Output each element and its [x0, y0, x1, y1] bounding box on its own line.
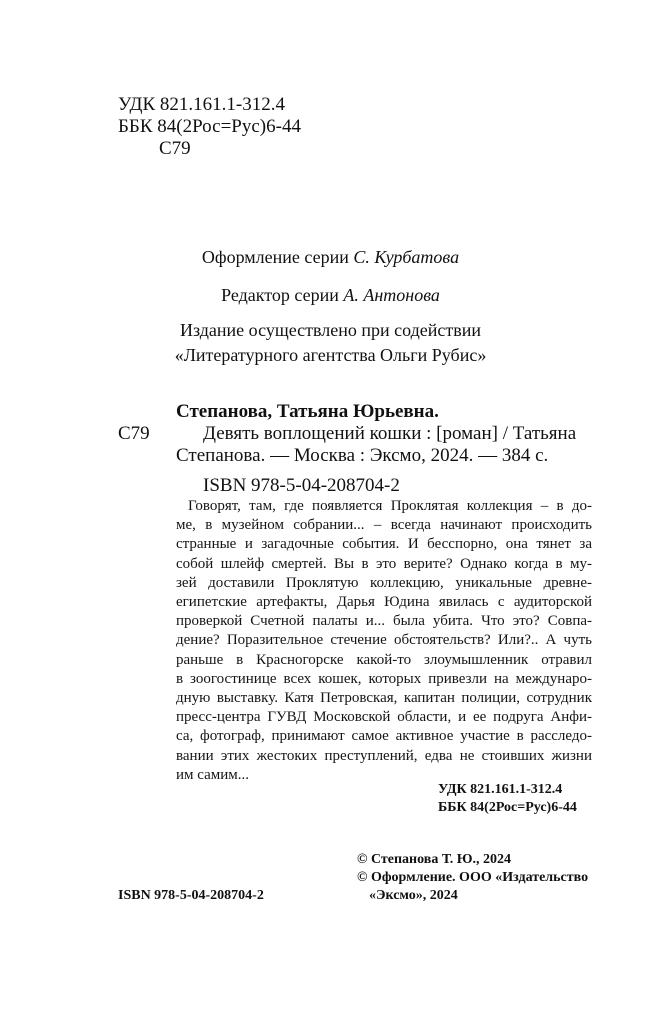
isbn-record: ISBN 978-5-04-208704-2: [203, 475, 400, 496]
annotation-line: странные и загадочные события. И бесспорно, она тянет за: [176, 536, 592, 553]
udk-code-bottom: УДК 821.161.1-312.4: [438, 782, 563, 797]
isbn-footer: ISBN 978-5-04-208704-2: [118, 888, 264, 903]
series-design-credit: [0, 246, 661, 269]
annotation-line: проверкой Счетной палаты и... была убита. Что это? Совпа-: [176, 613, 592, 630]
author-mark-top: С79: [159, 138, 191, 159]
udk-code-top: УДК 821.161.1-312.4: [118, 94, 285, 115]
annotation-line: ме, в музейном собрании... – всегда начинают происходить: [176, 517, 592, 534]
annotation-line: са, фотограф, принимают самое активное участие в расследо-: [176, 728, 592, 745]
copyright-design-line-2: «Эксмо», 2024: [369, 888, 458, 903]
annotation-line: Говорят, там, где появляется Проклятая коллекция – в до-: [188, 498, 592, 514]
annotation-line: дную выставку. Катя Петровская, капитан полиции, сотрудник: [176, 690, 592, 707]
annotation-line: собой шлейф смертей. Вы в это верите? Однако когда в му-: [176, 555, 592, 572]
annotation-line: египетские артефакты, Дарья Юдина явилась с аудиторской: [176, 594, 592, 611]
annotation-line: в зоогостинице всех кошек, которых привезли на междунаро-: [176, 670, 592, 687]
record-line-2: Степанова. — Москва : Эксмо, 2024. — 384 с.: [176, 445, 549, 466]
author-heading: Степанова, Татьяна Юрьевна.: [176, 401, 439, 422]
series-design-name: С. Курбатова: [353, 247, 460, 267]
copyright-author: © Степанова Т. Ю., 2024: [357, 852, 512, 867]
series-design-label: Оформление серии: [201, 247, 349, 267]
copyright-design-line-1: © Оформление. ООО «Издательство: [357, 870, 589, 885]
annotation-line: зей доставили Проклятую коллекцию, уникальные древне-: [176, 574, 592, 591]
author-mark: С79: [118, 423, 150, 444]
annotation-line: пресс-центра ГУВД Московской области, и ее подруга Анфи-: [176, 709, 592, 726]
annotation-line: раньше в Красногорске какой-то злоумышленник отравил: [176, 651, 592, 668]
annotation-line: им самим...: [176, 766, 250, 783]
annotation-line: дение? Поразительное стечение обстоятельств? Или?.. А чуть: [176, 632, 592, 649]
bbk-code-top: ББК 84(2Рос=Рус)6-44: [118, 116, 301, 137]
annotation: [176, 497, 592, 785]
series-editor-name: А. Антонова: [343, 285, 440, 305]
annotation-line: вании этих жестоких преступлений, едва не стоивших жизни: [176, 747, 592, 764]
record-line-1: Девять воплощений кошки : [роман] / Татьяна: [203, 423, 577, 444]
agency-line-2: «Литературного агентства Ольги Рубис»: [174, 345, 487, 365]
series-editor-credit: [0, 284, 661, 307]
series-editor-label: Редактор серии: [221, 285, 339, 305]
bbk-code-bottom: ББК 84(2Рос=Рус)6-44: [438, 800, 577, 815]
agency-line-1: Издание осуществлено при содействии: [179, 320, 482, 340]
